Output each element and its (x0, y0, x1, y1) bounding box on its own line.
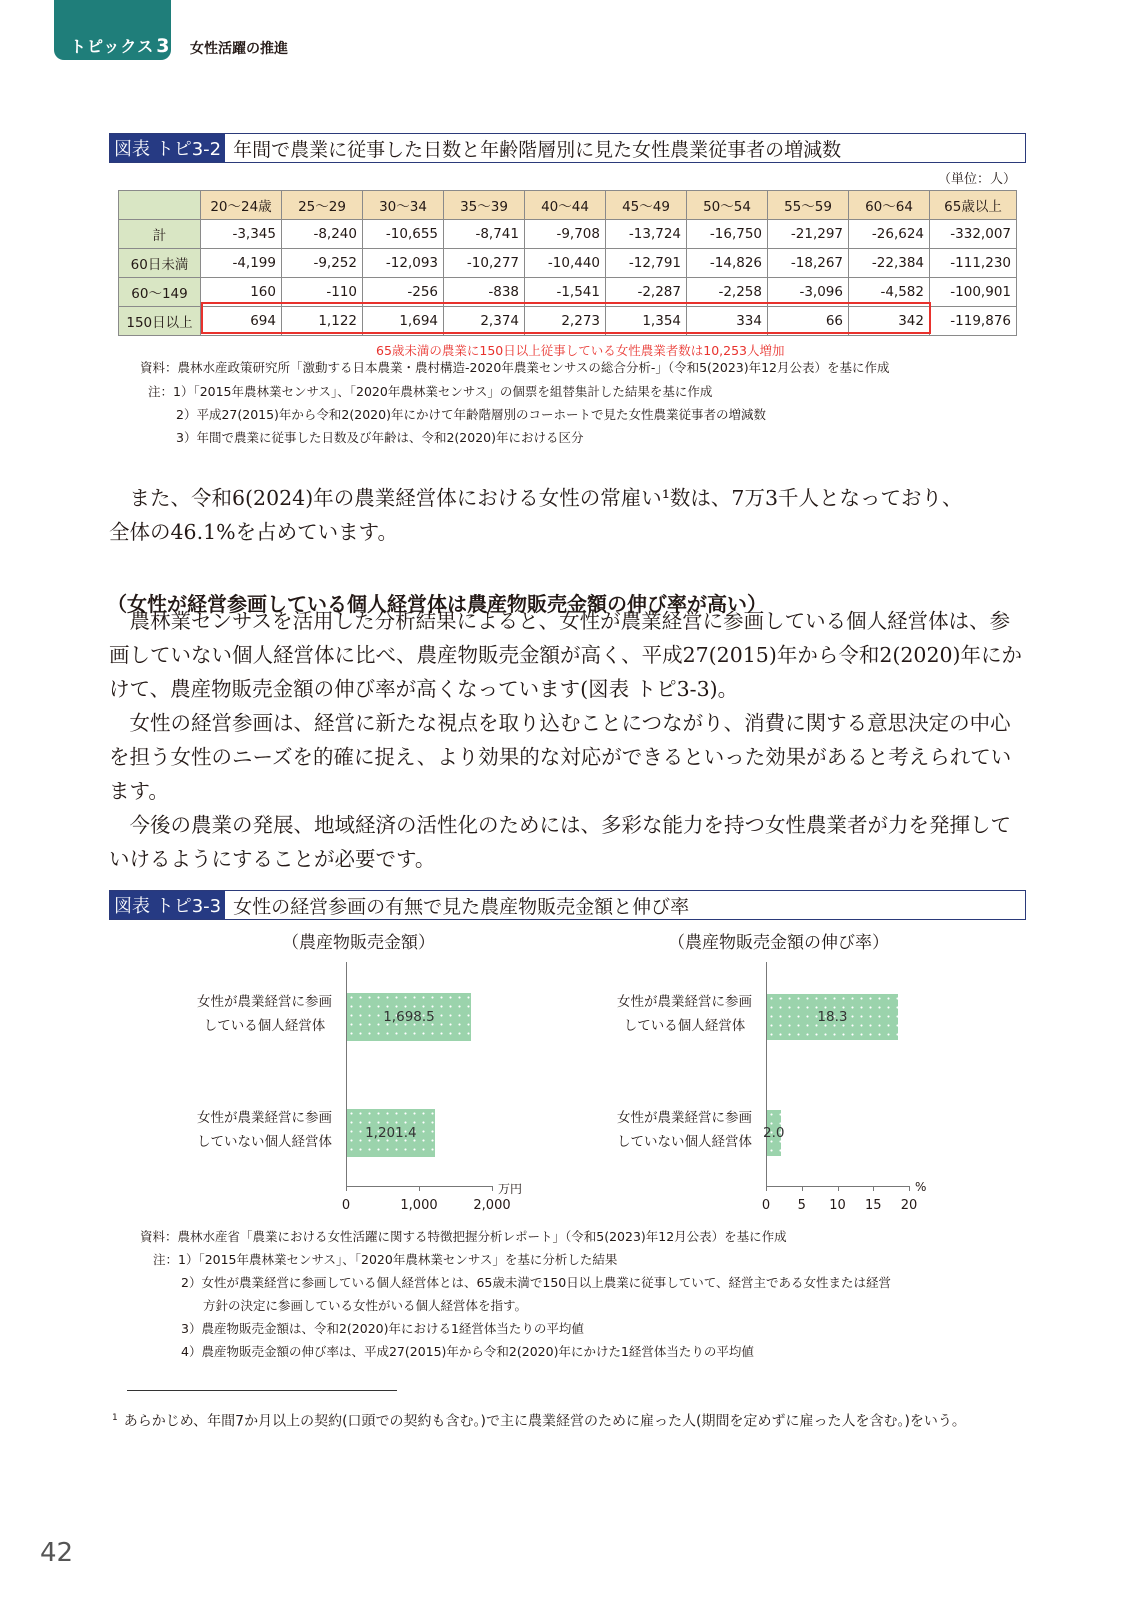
table-cell: -256 (363, 278, 444, 307)
chart-1-tick-label: 0 (761, 1198, 771, 1213)
table-cell: -16,750 (687, 220, 768, 249)
topic-tab-label: トピックス (70, 37, 155, 56)
fig1-title: 年間で農業に従事した日数と年齢階層別に見た女性農業従事者の増減数 (233, 138, 842, 161)
table-cell: 160 (201, 278, 282, 307)
footnote-mark: 1 (112, 1413, 118, 1423)
chart-0-data-label: 1,201.4 (365, 1125, 417, 1141)
fig1-source: 資料：農林水産政策研究所「激動する日本農業・農村構造-2020年農業センサスの総合分析-」（令和5(2023)年12月公表）を基に作成 (140, 360, 890, 375)
chart-1-category-line: 女性が農業経営に参画 (617, 994, 752, 1010)
chart-0-unit: 万円 (498, 1182, 523, 1196)
table-cell: -4,199 (201, 249, 282, 278)
table-cell: -18,267 (768, 249, 849, 278)
chart-0-bar (347, 993, 471, 1041)
table-cell: -111,230 (930, 249, 1017, 278)
topic-tab (54, 0, 171, 60)
fig1-label: 図表 トピ3-2 (110, 134, 225, 162)
table-cell: 66 (768, 307, 849, 336)
table-cell: 2,273 (525, 307, 606, 336)
chart-1-category-line: 女性が農業経営に参画 (617, 1110, 752, 1126)
chart-1-tick-mark (802, 1186, 803, 1191)
table-cell: 334 (687, 307, 768, 336)
fig2-source: 資料：農林水産省「農業における女性活躍に関する特徴把握分析レポート」（令和5(2023)年12月公表）を基に作成 (140, 1229, 787, 1244)
table-row-header: 60～149 (119, 278, 201, 307)
chart-1-category-line: していない個人経営体 (617, 1134, 752, 1150)
chart-1-bar (767, 994, 898, 1040)
table-row (119, 220, 1017, 249)
table-cell: -100,901 (930, 278, 1017, 307)
table-column-header: 55～59 (768, 191, 849, 220)
chart-1-unit: % (915, 1180, 927, 1194)
subheading: （女性が経営参画している個人経営体は農産物販売金額の伸び率が高い） (107, 592, 767, 616)
fig1-note-1: 注：1）「2015年農林業センサス」、「2020年農林業センサス」の個票を組替集計した結果を基に作成 (148, 384, 713, 399)
table-cell: -3,096 (768, 278, 849, 307)
fig2-note-2-cont: 方針の決定に参画している女性がいる個人経営体を指す。 (203, 1298, 528, 1313)
topic-tab-number: 3 (156, 35, 171, 57)
chart-1-data-label: 2.0 (763, 1125, 785, 1141)
table-cell: -2,258 (687, 278, 768, 307)
table-column-header: 45～49 (606, 191, 687, 220)
fig2-label: 図表 トピ3-3 (110, 891, 225, 919)
table-cell: -4,582 (849, 278, 930, 307)
chart-1-tick-label: 20 (900, 1198, 918, 1213)
fig2-note-2: 2）女性が農業経営に参画している個人経営体とは、65歳未満で150日以上農業に従事していて、経営主である女性または経営 (181, 1275, 891, 1290)
chart-0-tick-mark (492, 1186, 493, 1191)
table-row-header: 60日未満 (119, 249, 201, 278)
fig1-unit: （単位：人） (937, 172, 1016, 187)
chart-1-tick-mark (909, 1186, 910, 1191)
table-row (119, 249, 1017, 278)
table-column-header: 35～39 (444, 191, 525, 220)
footnote-text: あらかじめ、年間7か月以上の契約(口頭での契約も含む。)で主に農業経営のために雇った人(期間を定めずに雇った人を含む。)をいう。 (123, 1413, 966, 1430)
chart-0-category-label (197, 1106, 332, 1154)
table-corner (119, 191, 201, 220)
page-number: 42 (40, 1538, 74, 1568)
table-column-header: 25～29 (282, 191, 363, 220)
table-cell: 694 (201, 307, 282, 336)
table-cell: -2,287 (606, 278, 687, 307)
footnote-divider (127, 1390, 397, 1391)
table-cell: -8,240 (282, 220, 363, 249)
chart-0-tick-label: 0 (341, 1198, 351, 1213)
table-column-header: 40～44 (525, 191, 606, 220)
table-cell: -10,440 (525, 249, 606, 278)
chart-0-category-line: していない個人経営体 (197, 1134, 332, 1150)
chart-1-title: （農産物販売金額の伸び率） (668, 933, 889, 953)
chart-1-bar (763, 1110, 785, 1156)
table-cell: -9,708 (525, 220, 606, 249)
table-cell: -119,876 (930, 307, 1017, 336)
chart-1-tick-label: 15 (864, 1198, 882, 1213)
chart-1-tick-mark (838, 1186, 839, 1191)
chart-0-category-label (197, 990, 332, 1038)
fig2-title-bar (109, 890, 1026, 920)
fig1-note-3: 3）年間で農業に従事した日数及び年齢は、令和2(2020)年における区分 (176, 430, 584, 445)
footnote (112, 1408, 1012, 1433)
chart-0-tick-label: 1,000 (400, 1198, 438, 1213)
table-cell: -332,007 (930, 220, 1017, 249)
table-cell: -13,724 (606, 220, 687, 249)
table-cell: -21,297 (768, 220, 849, 249)
table-column-header: 65歳以上 (930, 191, 1017, 220)
paragraph-2: 農林業センサスを活用した分析結果によると、女性が農業経営に参画している個人経営体は、参画していない個人経営体に比べ、農産物販売金額が高く、平成27(2015)年から令和2(2020)年にかけて、農産物販売金額の伸び率が高くなっています(図表 トピ3-3)。 (109, 609, 1023, 701)
table-cell: -110 (282, 278, 363, 307)
table-cell: -14,826 (687, 249, 768, 278)
paragraph-3: 女性の経営参画は、経営に新たな視点を取り込むことにつながり、消費に関する意思決定の中心を担う女性のニーズを的確に捉え、より効果的な対応ができるといった効果があると考えられています。 (109, 711, 1012, 803)
chart-1-tick-mark (873, 1186, 874, 1191)
table-row-header: 150日以上 (119, 307, 201, 336)
fig2-note-1: 注：1）「2015年農林業センサス」、「2020年農林業センサス」を基に分析した結果 (153, 1252, 618, 1267)
chart-0-tick-mark (419, 1186, 420, 1191)
chart-0-category-line: 女性が農業経営に参画 (197, 994, 332, 1010)
table-cell: 1,122 (282, 307, 363, 336)
table-cell: 2,374 (444, 307, 525, 336)
chart-1-category-label (617, 990, 752, 1038)
chart-1-data-label: 18.3 (817, 1009, 848, 1025)
table-cell: -9,252 (282, 249, 363, 278)
table-cell: 1,694 (363, 307, 444, 336)
chart-1-category-line: している個人経営体 (623, 1018, 746, 1034)
table-cell: -12,791 (606, 249, 687, 278)
header-title: 女性活躍の推進 (190, 41, 288, 57)
table-column-header: 30～34 (363, 191, 444, 220)
chart-0-tick-label: 2,000 (473, 1198, 511, 1213)
fig2-title: 女性の経営参画の有無で見た農産物販売金額と伸び率 (233, 895, 690, 918)
paragraph-group (109, 604, 1029, 876)
chart-0-data-label: 1,698.5 (383, 1009, 435, 1025)
table-cell: -3,345 (201, 220, 282, 249)
table-cell: -838 (444, 278, 525, 307)
table-cell: -1,541 (525, 278, 606, 307)
fig2-note-3: 3）農産物販売金額は、令和2(2020)年における1経営体当たりの平均値 (181, 1321, 584, 1336)
table-column-header: 60～64 (849, 191, 930, 220)
paragraph-1 (109, 481, 1029, 549)
chart-1-tick-label: 5 (797, 1198, 806, 1213)
table-column-header: 50～54 (687, 191, 768, 220)
highlight-note: 65歳未満の農業に150日以上従事している女性農業者数は10,253人増加 (376, 343, 785, 358)
table-cell: -12,093 (363, 249, 444, 278)
table-column-header: 20～24歳 (201, 191, 282, 220)
paragraph-4: 今後の農業の発展、地域経済の活性化のためには、多彩な能力を持つ女性農業者が力を発揮していけるようにすることが必要です。 (109, 813, 1011, 871)
table-cell: -26,624 (849, 220, 930, 249)
table-cell: -10,655 (363, 220, 444, 249)
chart-1-tick-mark (766, 1186, 767, 1191)
fig1-note-2: 2）平成27(2015)年から令和2(2020)年にかけて年齢階層別のコーホートで見た女性農業従事者の増減数 (176, 407, 766, 422)
chart-0-category-line: している個人経営体 (203, 1018, 326, 1034)
fig1-table (118, 190, 1017, 336)
table-cell: -22,384 (849, 249, 930, 278)
chart-1-tick-label: 10 (829, 1198, 846, 1213)
table-cell: 1,354 (606, 307, 687, 336)
chart-0-bar (347, 1109, 435, 1157)
table-row (119, 278, 1017, 307)
chart-0-category-line: 女性が農業経営に参画 (197, 1110, 332, 1126)
chart-0-title: （農産物販売金額） (282, 933, 435, 953)
paragraph-1-line-2: 全体の46.1%を占めています。 (109, 520, 398, 544)
table-cell: -8,741 (444, 220, 525, 249)
table-row (119, 307, 1017, 336)
table-row-header: 計 (119, 220, 201, 249)
fig1-title-bar (109, 133, 1026, 163)
chart-1-category-label (617, 1106, 752, 1154)
paragraph-1-line-1: また、令和6(2024)年の農業経営体における女性の常雇い¹数は、7万3千人となっており、 (129, 486, 963, 510)
chart-0-tick-mark (346, 1186, 347, 1191)
fig2-note-4: 4）農産物販売金額の伸び率は、平成27(2015)年から令和2(2020)年にかけた1経営体当たりの平均値 (181, 1344, 754, 1359)
table-cell: -10,277 (444, 249, 525, 278)
table-cell: 342 (849, 307, 930, 336)
